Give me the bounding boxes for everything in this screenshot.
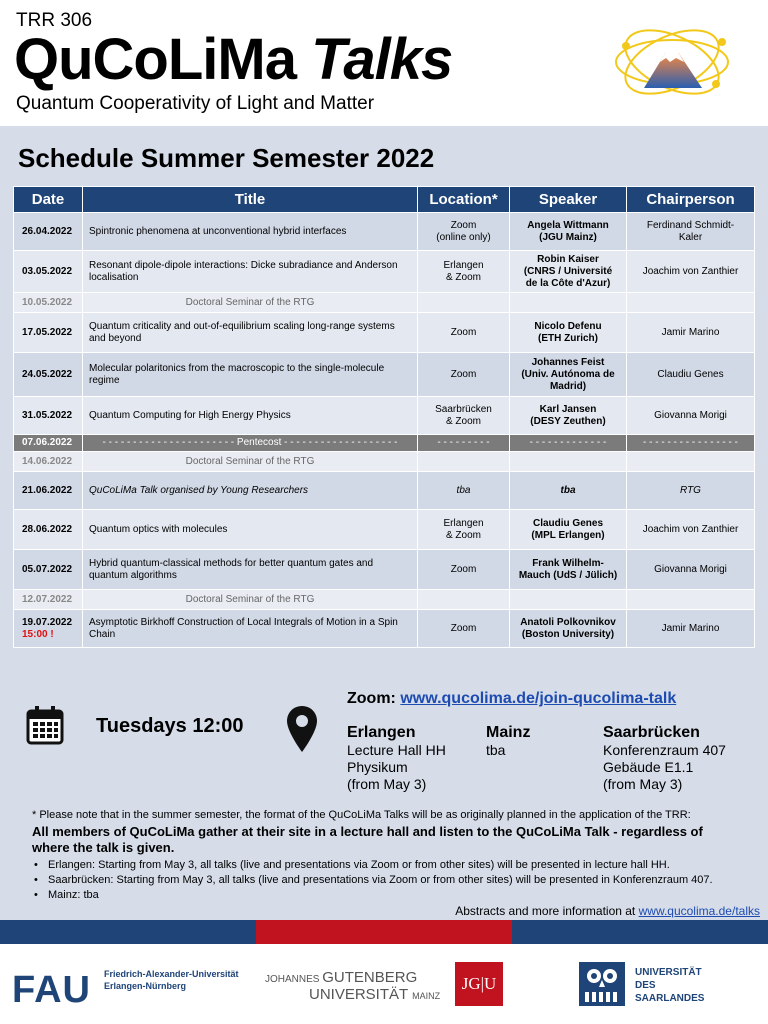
cell-date — [14, 472, 83, 510]
note-bold: All members of QuCoLiMa gather at their site in a lecture hall and listen to the QuCoLiMa Talk - regardless of where the talk is given. — [32, 824, 703, 855]
site-name: Erlangen — [347, 724, 416, 741]
cell-date — [14, 550, 83, 590]
stripe-left — [0, 920, 256, 944]
cell-chairperson-text: Jamir Marino — [661, 622, 720, 634]
cell-date-text: 26.04.2022 — [22, 225, 73, 237]
cell-chairperson — [627, 610, 755, 648]
cell-speaker — [510, 510, 627, 550]
table-row — [14, 251, 755, 293]
cell-location-text: Zoom — [450, 326, 477, 338]
cell-date — [14, 293, 83, 313]
cell-location-text: Erlangen & Zoom — [443, 259, 484, 283]
jgu-logo-text — [265, 970, 440, 1004]
site-line: tba — [486, 742, 506, 758]
seminar-row — [14, 452, 755, 472]
cell-chairperson — [627, 397, 755, 435]
cell-location — [418, 293, 510, 313]
cell-speaker-text: Karl Jansen (DESY Zeuthen) — [530, 403, 606, 427]
note-text: * Please note that in the summer semester, the format of the QuCoLiMa Talks will be as originally planned in the application of the TRR: — [32, 809, 691, 821]
cell-chairperson-text: Claudiu Genes — [657, 368, 724, 380]
cell-title-text: Resonant dipole-dipole interactions: Dicke subradiance and Anderson localisation — [89, 259, 398, 283]
cell-date-text: 14.06.2022 — [22, 455, 73, 467]
cell-chairperson-text: Joachim von Zanthier — [642, 265, 739, 277]
cell-chairperson-text: - - - - - - - - - - - - - - - - — [643, 437, 738, 448]
fau-logo — [12, 970, 91, 1010]
uds-name-line: DES — [635, 980, 656, 991]
cell-chairperson — [627, 590, 755, 610]
cell-location — [418, 452, 510, 472]
note-list — [32, 858, 742, 903]
cell-speaker — [510, 435, 627, 452]
brand-subtitle: Quantum Cooperativity of Light and Matter — [16, 93, 375, 114]
cell-location-text: Zoom — [450, 563, 477, 575]
cell-title-text: Doctoral Seminar of the RTG — [185, 455, 315, 467]
cell-title — [83, 397, 418, 435]
cell-date-text: 07.06.2022 — [22, 437, 73, 448]
site-line: (from May 3) — [347, 776, 427, 792]
cell-chairperson — [627, 213, 755, 251]
cell-title-text: QuCoLiMa Talk organised by Young Researchers — [89, 484, 309, 496]
cell-title — [83, 510, 418, 550]
cell-date-text: 10.05.2022 — [22, 296, 73, 308]
table-row — [14, 472, 755, 510]
cell-title — [83, 472, 418, 510]
cell-location-text: Zoom (online only) — [436, 219, 491, 243]
cell-date — [14, 353, 83, 397]
cell-chairperson — [627, 435, 755, 452]
cell-chairperson-text: Ferdinand Schmidt- Kaler — [646, 219, 735, 243]
jgu-logo-box: JG|U — [455, 962, 503, 1006]
cell-location — [418, 590, 510, 610]
site-mainz — [486, 723, 530, 759]
stripe-middle — [256, 920, 512, 944]
cell-title-text: - - - - - - - - - - - - - - - - - - - - - - Pentecost - - - - - - - - - - - - - - - - - - - — [102, 437, 398, 448]
abstracts-text: Abstracts and more information at — [455, 904, 639, 918]
site-name: Saarbrücken — [603, 724, 700, 741]
cell-chairperson-text: Giovanna Morigi — [654, 409, 727, 421]
seminar-row — [14, 293, 755, 313]
cell-chairperson — [627, 510, 755, 550]
site-line: Lecture Hall HH — [347, 742, 446, 758]
cell-speaker-text: - - - - - - - - - - - - - — [529, 437, 607, 448]
jgu-universitaet: UNIVERSITÄT — [309, 986, 413, 1003]
cell-title — [83, 590, 418, 610]
site-line: Physikum — [347, 759, 408, 775]
site-line: Konferenzraum 407 — [603, 742, 726, 758]
cell-date — [14, 590, 83, 610]
table-row — [14, 213, 755, 251]
cell-date-text: 12.07.2022 — [22, 593, 73, 605]
cell-title — [83, 293, 418, 313]
seminar-row — [14, 590, 755, 610]
cell-location-text: tba — [456, 484, 471, 496]
cell-title — [83, 452, 418, 472]
cell-speaker-text: Nicolo Defenu (ETH Zurich) — [534, 320, 602, 344]
cell-location-text: Erlangen & Zoom — [443, 517, 484, 541]
cell-date — [14, 510, 83, 550]
cell-speaker — [510, 293, 627, 313]
cell-chairperson-text: RTG — [680, 484, 701, 496]
zoom-label: Zoom: — [347, 690, 396, 707]
cell-title — [83, 353, 418, 397]
cell-date — [14, 452, 83, 472]
cell-title — [83, 435, 418, 452]
cell-location-text: Zoom — [450, 368, 477, 380]
cell-title — [83, 313, 418, 353]
col-header-speaker: Speaker — [510, 187, 627, 213]
cell-date-text: 31.05.2022 — [22, 409, 73, 421]
cell-speaker — [510, 472, 627, 510]
uds-owl-logo-icon — [577, 960, 627, 1008]
cell-date-text: 05.07.2022 — [22, 563, 73, 575]
cell-speaker-text: Johannes Feist (Univ. Autónoma de Madrid) — [521, 356, 615, 392]
cell-title-text: Quantum Computing for High Energy Physics — [89, 409, 291, 421]
cell-chairperson-text: Giovanna Morigi — [654, 563, 727, 575]
cell-date — [14, 313, 83, 353]
cell-speaker — [510, 590, 627, 610]
calendar-icon — [26, 705, 64, 745]
cell-title-text: Doctoral Seminar of the RTG — [185, 296, 315, 308]
holiday-row — [14, 435, 755, 452]
cell-title-text: Quantum optics with molecules — [89, 523, 228, 535]
time-note: 15:00 ! — [22, 628, 54, 640]
cell-speaker — [510, 213, 627, 251]
jgu-mainz: MAINZ — [412, 991, 441, 1001]
note-bullet: • Saarbrücken: Starting from May 3, all talks (live and presentations via Zoom or from other sites) will be presented in Konferenzraum 407. — [32, 873, 742, 888]
cell-title-text: Hybrid quantum-classical methods for better quantum gates and quantum algorithms — [89, 557, 374, 581]
schedule-body — [14, 213, 755, 648]
stripe-right — [512, 920, 768, 944]
cell-location — [418, 510, 510, 550]
jgu-gutenberg: GUTENBERG — [322, 969, 418, 986]
cell-date-text: 19.07.2022 — [22, 616, 73, 628]
cell-date — [14, 397, 83, 435]
cell-speaker-text: Angela Wittmann (JGU Mainz) — [527, 219, 609, 243]
brand-italic: Talks — [311, 27, 453, 92]
brand-title — [14, 28, 452, 92]
schedule-title: Schedule Summer Semester 2022 — [18, 143, 435, 173]
col-header-title: Title — [83, 187, 418, 213]
schedule-table — [13, 186, 755, 648]
cell-location — [418, 313, 510, 353]
cell-chairperson — [627, 472, 755, 510]
table-header-row — [14, 187, 755, 213]
cell-chairperson — [627, 313, 755, 353]
cell-chairperson — [627, 452, 755, 472]
cell-location — [418, 251, 510, 293]
table-row — [14, 397, 755, 435]
location-pin-icon — [286, 705, 318, 753]
table-row — [14, 550, 755, 590]
cell-chairperson — [627, 353, 755, 397]
col-header-chairperson: Chairperson — [627, 187, 755, 213]
note-bullet: • Mainz: tba — [32, 888, 742, 903]
cell-speaker — [510, 397, 627, 435]
cell-date-text: 03.05.2022 — [22, 265, 73, 277]
site-saarbruecken — [603, 723, 726, 793]
trr-label: TRR 306 — [16, 10, 93, 31]
cell-location — [418, 550, 510, 590]
uds-name-line: UNIVERSITÄT — [635, 967, 702, 978]
cell-location-text: - - - - - - - - - — [437, 437, 490, 448]
cell-location — [418, 472, 510, 510]
cell-speaker-text: Anatoli Polkovnikov (Boston University) — [520, 616, 616, 640]
col-header-location: Location* — [418, 187, 510, 213]
cell-speaker — [510, 550, 627, 590]
col-header-date: Date — [14, 187, 83, 213]
cell-speaker-text: Frank Wilhelm- Mauch (UdS / Jülich) — [518, 557, 618, 581]
cell-speaker — [510, 452, 627, 472]
qucolima-logo-icon — [612, 22, 736, 102]
cell-speaker-text: Robin Kaiser (CNRS / Université de la Côte d'Azur) — [523, 253, 613, 289]
site-line: (from May 3) — [603, 776, 683, 792]
zoom-link[interactable]: www.qucolima.de/join-qucolima-talk — [400, 690, 677, 707]
jgu-johannes: JOHANNES — [265, 974, 323, 985]
cell-date — [14, 251, 83, 293]
site-line: Gebäude E1.1 — [603, 759, 694, 775]
cell-date-text: 28.06.2022 — [22, 523, 73, 535]
cell-date — [14, 213, 83, 251]
notes-block — [32, 808, 742, 903]
table-row — [14, 510, 755, 550]
cell-speaker — [510, 313, 627, 353]
cell-location — [418, 213, 510, 251]
abstracts-line — [455, 904, 760, 918]
cell-title-text: Molecular polaritonics from the macroscopic to the single-molecule regime — [89, 362, 385, 386]
cell-speaker — [510, 251, 627, 293]
uds-name-line: SAARLANDES — [635, 993, 705, 1004]
cell-location — [418, 397, 510, 435]
cell-location-text: Saarbrücken & Zoom — [435, 403, 492, 427]
cell-title — [83, 550, 418, 590]
cell-title-text: Spintronic phenomena at unconventional hybrid interfaces — [89, 225, 347, 237]
cell-title — [83, 213, 418, 251]
cell-title — [83, 251, 418, 293]
table-row — [14, 610, 755, 648]
cell-location — [418, 610, 510, 648]
cell-title-text: Quantum criticality and out-of-equilibrium scaling long-range systems and beyond — [89, 320, 395, 344]
site-name: Mainz — [486, 724, 531, 741]
cell-location — [418, 435, 510, 452]
cell-date — [14, 610, 83, 648]
cell-chairperson — [627, 293, 755, 313]
cell-chairperson-text: Jamir Marino — [661, 326, 720, 338]
cell-speaker — [510, 610, 627, 648]
cell-speaker-text: Claudiu Genes (MPL Erlangen) — [531, 517, 605, 541]
cell-speaker-text: tba — [560, 484, 576, 496]
fau-letters: FAU — [12, 969, 91, 1011]
cell-date-text: 17.05.2022 — [22, 326, 73, 338]
site-erlangen — [347, 723, 446, 793]
brand-name: QuCoLiMa — [14, 27, 296, 92]
cell-date — [14, 435, 83, 452]
cell-location — [418, 353, 510, 397]
cell-chairperson — [627, 251, 755, 293]
abstracts-link[interactable]: www.qucolima.de/talks — [638, 904, 760, 918]
fau-name-line: Erlangen-Nürnberg — [104, 981, 187, 991]
note-bullet: • Erlangen: Starting from May 3, all talks (live and presentations via Zoom or from other sites) will be presented in lecture hall HH. — [32, 858, 742, 873]
cell-date-text: 24.05.2022 — [22, 368, 73, 380]
cell-date-text: 21.06.2022 — [22, 484, 73, 496]
cell-title — [83, 610, 418, 648]
cell-chairperson — [627, 550, 755, 590]
fau-name — [104, 968, 239, 992]
uds-name — [635, 966, 704, 1005]
talk-time: Tuesdays 12:00 — [96, 715, 244, 737]
cell-chairperson-text: Joachim von Zanthier — [642, 523, 739, 535]
fau-name-line: Friedrich-Alexander-Universität — [104, 969, 239, 979]
zoom-line — [347, 690, 676, 708]
cell-speaker — [510, 353, 627, 397]
cell-title-text: Asymptotic Birkhoff Construction of Local Integrals of Motion in a Spin Chain — [89, 616, 398, 640]
header — [0, 0, 768, 126]
cell-title-text: Doctoral Seminar of the RTG — [185, 593, 315, 605]
cell-location-text: Zoom — [450, 622, 477, 634]
table-row — [14, 313, 755, 353]
table-row — [14, 353, 755, 397]
